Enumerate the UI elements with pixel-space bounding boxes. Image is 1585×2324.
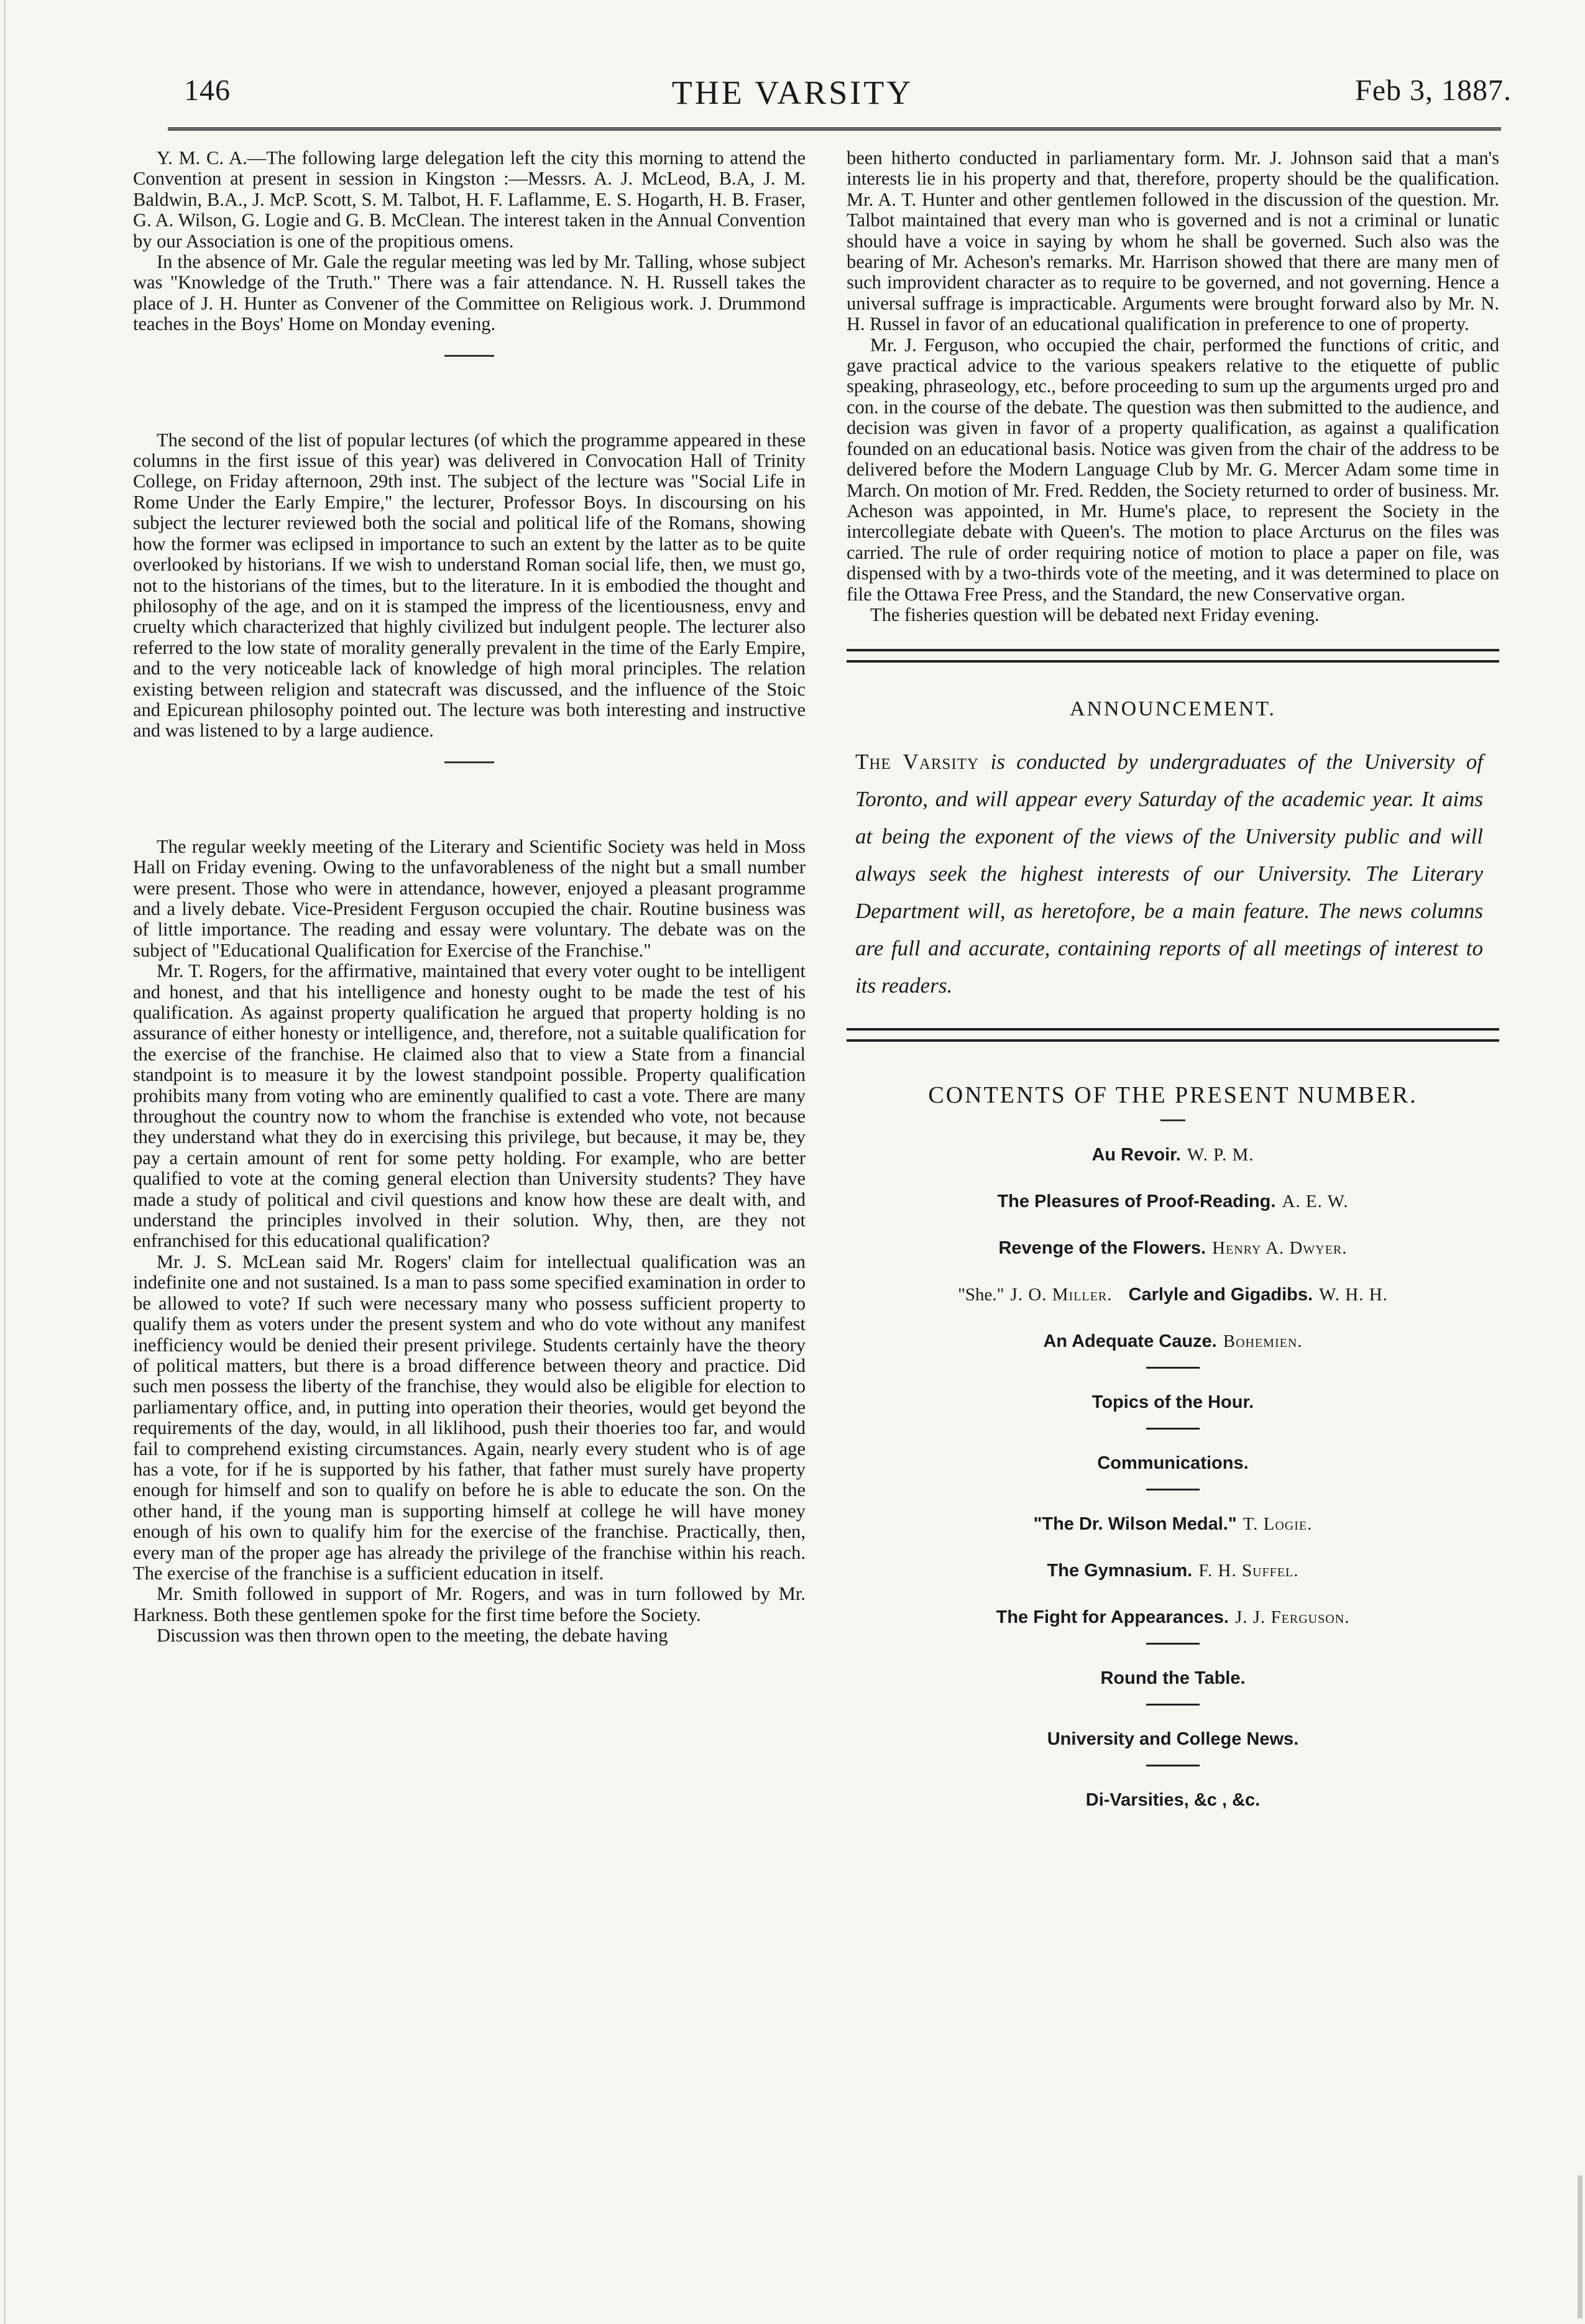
header-rule [168, 127, 1501, 131]
section-double-rule [847, 1028, 1499, 1042]
issue-date: Feb 3, 1887. [1355, 74, 1512, 107]
announcement-box [847, 699, 1499, 1004]
contents-entry: The Fight for Appearances. J. J. Ferguson. [996, 1607, 1350, 1628]
contents-separator [1146, 1489, 1200, 1490]
ymca-paragraph: In the absence of Mr. Gale the regular meeting was led by Mr. Talling, whose subject was "Knowledge of the Truth." There was a fair attendance. N. H. Russell takes the place of J. H. Hunter as Convener of the Committee on Religious work. J. Drummond teaches in the Boys' Home on Monday evening. [133, 251, 806, 335]
contents-separator [1146, 1428, 1200, 1430]
contents-list [847, 1142, 1499, 1813]
contents-separator [1146, 1704, 1200, 1706]
announcement-text: is conducted by undergraduates of the University of Toronto, and will appear every Saturday of the academic year. It aims at being the exponent of the views of the University public and will always seek the highest interests of our University. The Literary Department will, as heretofore, be a main feature. The news columns are full and accurate, containing reports of all meetings of interest to its readers. [855, 749, 1483, 998]
debate-paragraph: been hitherto conducted in parliamentary form. Mr. J. Johnson said that a man's interests lie in his property and that, therefore, property should be the qualification. Mr. A. T. Hunter and other gentlemen followed in the discussion of the question. Mr. Talbot maintained that every man who is governed and is not a criminal or lunatic should have a voice in saying by whom he shall be governed. Such also was the bearing of Mr. Acheson's remarks. Mr. Harrison showed that there are many men of such improvident character as to require to be governed, and not governing. Hence a universal suffrage is impracticable. Arguments were brought forward also by Mr. N. H. Russel in favor of an educational qualification in preference to one of property. [847, 147, 1499, 335]
left-column [133, 148, 806, 1647]
contents-box [847, 1082, 1499, 1813]
literary-society-item [133, 837, 806, 1647]
announcement-body [855, 743, 1483, 1004]
lecture-item [133, 430, 806, 742]
announcement-lead: The Varsity [855, 749, 980, 774]
literary-paragraph: Discussion was then thrown open to the meeting, the debate having [157, 1625, 668, 1647]
contents-separator [1146, 1643, 1200, 1645]
contents-entry: Topics of the Hour. [1091, 1392, 1254, 1413]
contents-separator [1146, 1367, 1200, 1369]
contents-entry: The Pleasures of Proof-Reading. A. E. W. [997, 1192, 1349, 1212]
section-double-rule [847, 649, 1499, 663]
announcement-title: ANNOUNCEMENT. [1069, 697, 1277, 721]
literary-paragraph: The regular weekly meeting of the Literary and Scientific Society was held in Moss Hall on Friday evening. Owing to the unfavorableness of the night but a small number were present. Those who were in attendance, however, enjoyed a pleasant programme and a lively debate. Vice-President Ferguson occupied the chair. Routine business was of little importance. The reading and essay were voluntary. The debate was on the subject of "Educational Qualification for Exercise of the Franchise." [133, 835, 806, 961]
literary-paragraph: Mr. T. Rogers, for the affirmative, maintained that every voter ought to be intelligent and honest, and that his intelligence and honesty ought to be made the test of his qualification. As against property qualification he argued that property holding is no assurance of either honesty or intelligence, and, therefore, not a suitable qualification for the exercise of the franchise. He claimed also that to view a State from a financial standpoint is to measure it by the lowest standpoint possible. Property qualification prohibits many from voting who are eminently qualified to cast a vote. There are many throughout the country now to whom the franchise is extended who vote, not because they understand what they do in exercising this privilege, but because, it may be, they pay a certain amount of rent for some petty holding. For example, who are better qualified to vote at the coming general election than University students? They have made a study of political and civil questions and know how these are dealt with, and understand the principles involved in their solution. Why, then, are they not enfranchised for this educational qualification? [133, 960, 806, 1252]
contents-separator [1146, 1765, 1200, 1766]
contents-entry: Di-Varsities, &c , &c. [1085, 1790, 1261, 1811]
contents-entry: "The Dr. Wilson Medal." T. Logie. [1033, 1514, 1313, 1535]
contents-entry: An Adequate Cauze. Bohemien. [1043, 1331, 1303, 1352]
journal-title: THE VARSITY [671, 74, 914, 111]
contents-title: CONTENTS OF THE PRESENT NUMBER. [928, 1082, 1418, 1108]
contents-entry: University and College News. [1047, 1729, 1299, 1750]
contents-title-rule [1160, 1119, 1185, 1121]
contents-entry: Au Revoir. W. P. M. [1091, 1145, 1254, 1165]
contents-entry: "She." J. O. Miller. Carlyle and Gigadibs. W. H. H. [958, 1285, 1388, 1305]
contents-entry: Revenge of the Flowers. Henry A. Dwyer. [998, 1238, 1348, 1259]
debate-paragraph: The fisheries question will be debated next Friday evening. [870, 604, 1320, 625]
literary-paragraph: Mr. J. S. McLean said Mr. Rogers' claim for intellectual qualification was an indefinite one and not sustained. Is a man to pass some specified examination in order to be allowed to vote? If such were necessary many who possess sufficient property to qualify them as voters under the present system and who do vote without any manifest inefficiency would be denied their present privilege. Students certainly have the theory of political matters, but there is a broad difference between theory and practice. Did such men possess the liberty of the franchise, they would also be eligible for election to parliamentary office, and, in putting into operation their theories, would get beyond the requirements of the day, would, in all liklihood, push their thoeries too far, and would fail to comprehend existing circumstances. Again, nearly every student who is of age has a vote, for if he is supported by his father, that father must surely have property enough for himself and son to qualify on before he is able to educate the son. On the other hand, if the young man is supporting himself at college he will have money enough of his own to qualify him for the exercise of the franchise. Practically, then, every man of the proper age has already the privilege of the franchise within his reach. The exercise of the franchise is a sufficient education in itself. [133, 1251, 806, 1584]
lecture-paragraph: The second of the list of popular lectures (of which the programme appeared in these columns in the first issue of this year) was delivered in Convocation Hall of Trinity College, on Friday afternoon, 29th inst. The subject of the lecture was "Social Life in Rome Under the Early Empire," the lecturer, Professor Boys. In discoursing on his subject the lecturer reviewed both the social and political life of the Romans, showing how the former was eclipsed in importance to such an extent by the latter as to be quite overlooked by historians. If we wish to understand Roman social life, then, we must go, not to the historians of the times, but to the literature. In it is embodied the thought and philosophy of the age, and on it is stamped the impress of the licentiousness, envy and cruelty which characterized that highly civilized but indulgent people. The lecturer also referred to the low state of morality generally prevalent in the time of the Early Empire, and to the very noticeable lack of knowledge of high moral principles. The relation existing between religion and statecraft was discussed, and the influence of the Stoic and Epicurean philosophy pointed out. The lecture was both interesting and instructive and was listened to by a large audience. [133, 429, 806, 742]
contents-entry: The Gymnasium. F. H. Suffel. [1047, 1561, 1299, 1581]
ymca-paragraph: Y. M. C. A.—The following large delegation left the city this morning to attend the Convention at present in session in Kingston :—Messrs. A. J. McLeod, B.A, J. M. Baldwin, B.A., J. McP. Scott, S. M. Talbot, H. F. Laflamme, E. S. Hogarth, H. B. Fraser, G. A. Wilson, G. Logie and G. B. McClean. The interest taken in the Annual Convention by our Association is one of the propitious omens. [133, 147, 806, 252]
literary-paragraph: Mr. Smith followed in support of Mr. Rogers, and was in turn followed by Mr. Harkness. Both these gentlemen spoke for the first time before the Society. [133, 1583, 806, 1625]
contents-entry: Communications. [1097, 1453, 1249, 1474]
debate-continuation [847, 148, 1499, 625]
contents-entry: Round the Table. [1100, 1668, 1246, 1689]
right-column [847, 148, 1499, 1834]
page-number: 146 [184, 74, 231, 107]
scan-edge-right [1578, 2175, 1583, 2318]
debate-paragraph: Mr. J. Ferguson, who occupied the chair, performed the functions of critic, and gave practical advice to the various speakers relative to the etiquette of public speaking, phraseology, etc., before proceeding to sum up the arguments urged pro and con. in the course of the debate. The question was then submitted to the audience, and decision was given in favor of a property qualification, as against a qualification founded on an educational basis. Notice was given from the chair of the address to be delivered before the Modern Language Club by Mr. G. Mercer Adam some time in March. On motion of Mr. Fred. Redden, the Society returned to order of business. Mr. Acheson was appointed, in Mr. Hume's place, to represent the Society in the intercollegiate debate with Queen's. The motion to place Arcturus on the files was carried. The rule of order requiring notice of motion to place a paper on file, was dispensed with by a two-thirds vote of the meeting, and it was determined to place on file the Ottawa Free Press, and the Standard, the new Conservative organ. [847, 334, 1499, 605]
scan-edge-left [4, 0, 6, 2324]
ymca-item [133, 148, 806, 335]
